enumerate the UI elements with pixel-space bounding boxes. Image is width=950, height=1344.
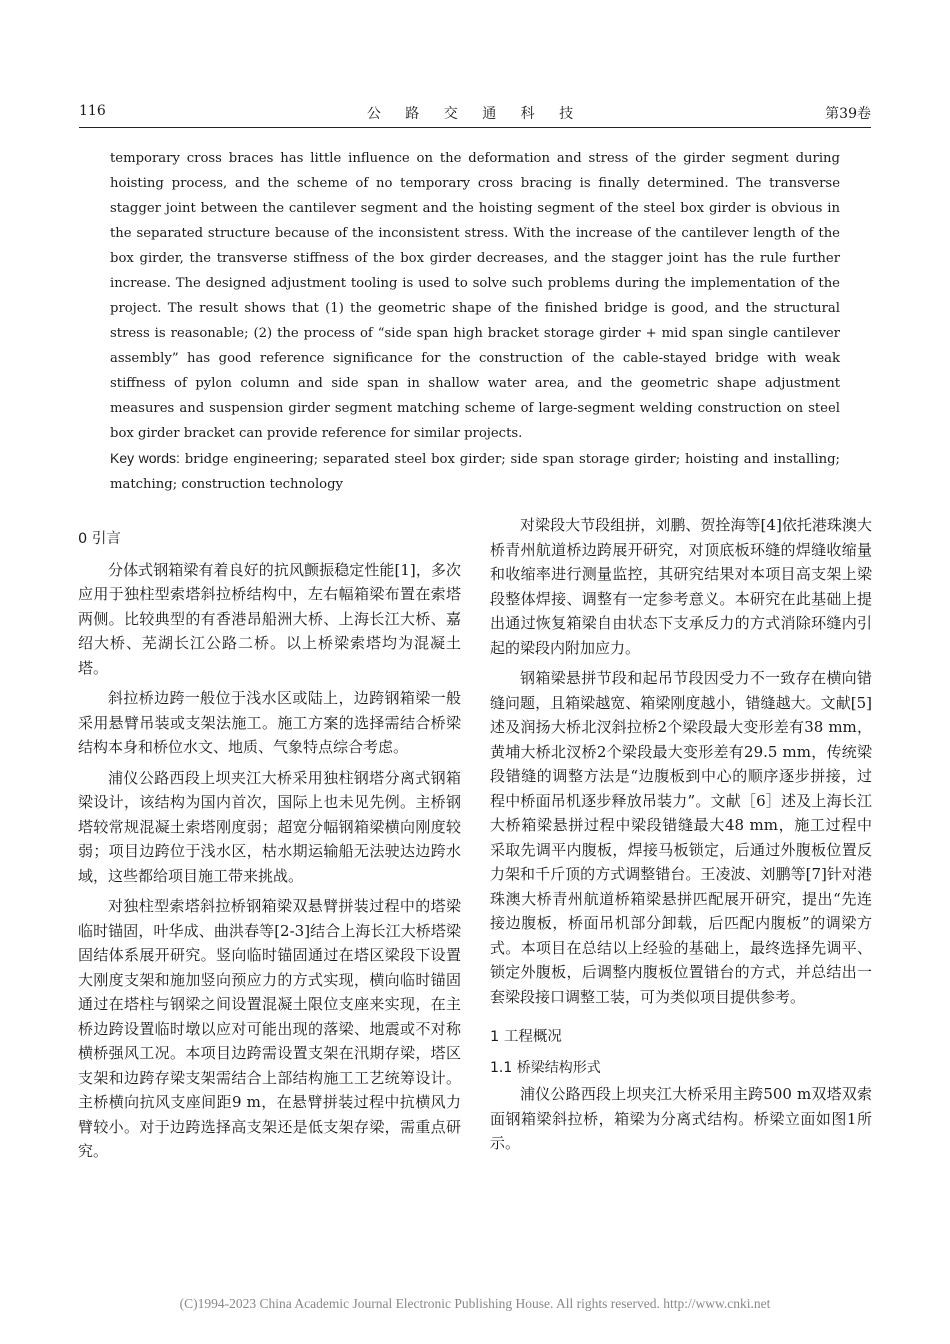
page-number: 116	[79, 103, 106, 119]
paragraph: 分体式钢箱梁有着良好的抗风颤振稳定性能[1]，多次应用于独柱型索塔斜拉桥结构中，左右幅箱梁布置在索塔两侧。比较典型的有香港昂船洲大桥、上海长江大桥、嘉绍大桥、芜湖长江公路二桥。以上桥梁索塔均为混凝土塔。	[78, 560, 461, 677]
copyright-footer: (C)1994-2023 China Academic Journal Electronic Publishing House. All rights reserved. http://www.cnki.net	[179, 1296, 771, 1311]
keywords-label: Key words:	[110, 450, 180, 466]
english-abstract: temporary cross braces has little influence on the deformation and stress of the girder segment during hoisting process, and the scheme of no temporary cross bracing is finally determined. The transverse stagger joint between the cantilever segment and the hoisting segment of the steel box girder is obvious in the separated structure because of the inconsistent stress. With the increase of the cantilever length of the box girder, the transverse stiffness of the box girder decreases, and the stagger joint has the rule further increase. The designed adjustment tooling is used to solve such problems during the implementation of the project. The result shows that (1) the geometric shape of the finished bridge is good, and the structural stress is reasonable; (2) the process of “side span high bracket storage girder + mid span single cantilever assembly” has good reference significance for the construction of the cable-stayed bridge with weak stiffness of pylon column and side span in shallow water area, and the geometric shape adjustment measures and suspension girder segment matching scheme of large-segment welding construction on steel box girder bracket can provide reference for similar projects.	[110, 151, 840, 441]
page-header	[79, 103, 871, 127]
subsection-heading-structure: 1.1 桥梁结构形式	[490, 1059, 601, 1076]
volume-label: 第39卷	[825, 106, 871, 122]
keywords-text: bridge engineering; separated steel box girder; side span storage girder; hoisting and installing; matching; construction technology	[110, 452, 840, 492]
paragraph: 钢箱梁悬拼节段和起吊节段因受力不一致存在横向错缝问题，且箱梁越宽、箱梁刚度越小，错缝越大。文献[5]述及润扬大桥北汊斜拉桥2个梁段最大变形差有38 mm，黄埔大桥北汊桥2个梁段最大变形差有29.5 mm，传统梁段错缝的调整方法是“边腹板到中心的顺序逐步拼接，过程中桥面吊机逐步释放吊装力”。文献［6］述及上海长江大桥箱梁悬拼过程中梁段错缝最大48 mm，施工过程中采取先调平内腹板，焊接马板锁定，后通过外腹板位置反力架和千斤顶的方式调整错台。王凌波、刘鹏等[7]针对港珠澳大桥青州航道桥箱梁悬拼匹配展开研究，提出“先连接边腹板，桥面吊机部分卸载，后匹配内腹板”的调梁方式。本项目在总结以上经验的基础上，最终选择先调平、锁定外腹板，后调整内腹板位置错台的方式，并总结出一套梁段接口调整工装，可为类似项目提供参考。	[490, 669, 872, 1006]
keywords	[110, 446, 840, 497]
section-heading-overview: 1 工程概况	[490, 1029, 562, 1045]
left-column	[78, 527, 461, 1170]
journal-title: 公 路 交 通 科 技	[366, 106, 584, 122]
paragraph: 斜拉桥边跨一般位于浅水区或陆上，边跨钢箱梁一般采用悬臂吊装或支架法施工。施工方案的选择需结合桥梁结构本身和桥位水文、地质、气象特点综合考虑。	[78, 689, 461, 756]
right-column	[490, 513, 872, 1162]
paragraph: 对独柱型索塔斜拉桥钢箱梁双悬臂拼装过程中的塔梁临时锚固，叶华成、曲洪春等[2-3]结合上海长江大桥塔梁固结体系展开研究。竖向临时锚固通过在塔区梁段下设置大刚度支架和施加竖向预应力的方式实现，横向临时锚固通过在塔柱与钢梁之间设置混凝土限位支座来实现，在主桥边跨设置临时墩以应对可能出现的落梁、地震或不对称横桥强风工况。本项目边跨需设置支架在汛期存梁，塔区支架和边跨存梁支架需结合上部结构施工工艺统筹设计。主桥横向抗风支座间距9 m，在悬臂拼装过程中抗横风力臂较小。对于边跨选择高支架还是低支架存梁，需重点研究。	[78, 897, 461, 1160]
header-rule	[79, 127, 871, 128]
section-heading-intro: 0 引言	[78, 531, 121, 547]
paragraph: 浦仪公路西段上坝夹江大桥采用主跨500 m双塔双索面钢箱梁斜拉桥，箱梁为分离式结构。桥梁立面如图1所示。	[490, 1085, 872, 1152]
paragraph: 对梁段大节段组拼，刘鹏、贺拴海等[4]依托港珠澳大桥青州航道桥边跨展开研究，对顶底板环缝的焊缝收缩量和收缩率进行测量监控，其研究结果对本项目高支架上梁段整体焊接、调整有一定参考意义。本研究在此基础上提出通过恢复箱梁自由状态下支承反力的方式消除环缝内引起的梁段内附加应力。	[490, 516, 872, 657]
paragraph: 浦仪公路西段上坝夹江大桥采用独柱钢塔分离式钢箱梁设计，该结构为国内首次，国际上也未见先例。主桥钢塔较常规混凝土索塔刚度弱；超宽分幅钢箱梁横向刚度较弱；项目边跨位于浅水区，枯水期运输船无法驶达边跨水域，这些都给项目施工带来挑战。	[78, 768, 461, 885]
